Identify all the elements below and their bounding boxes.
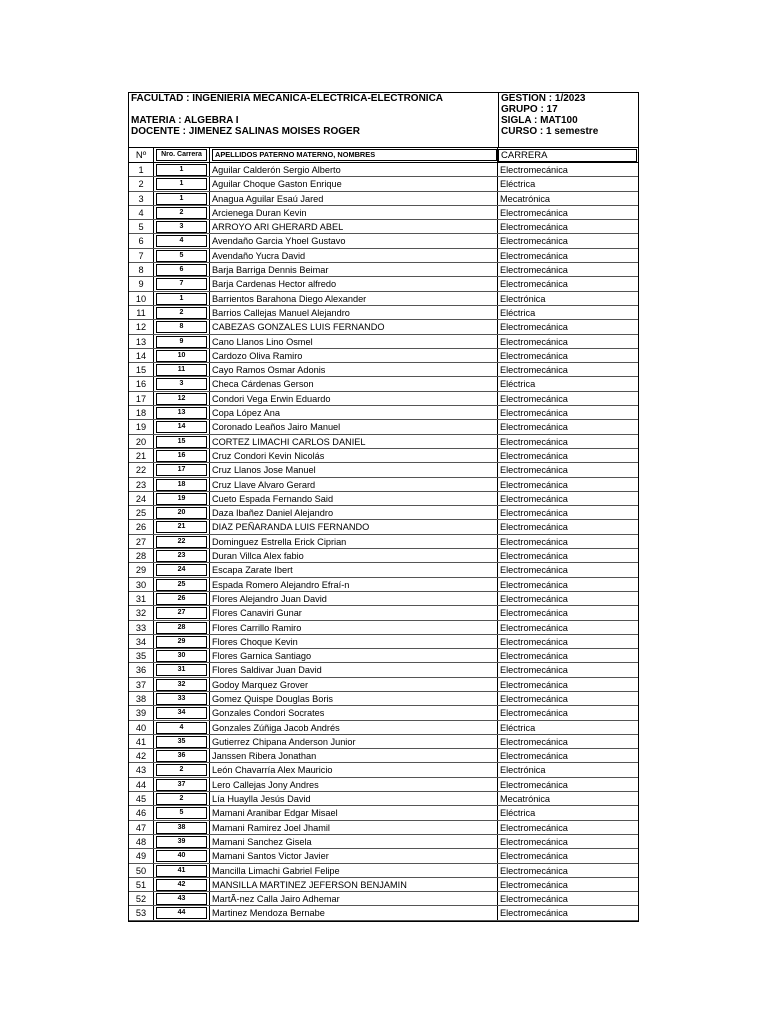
row-nro-carrera: 26: [154, 592, 210, 605]
row-number: 52: [129, 892, 154, 905]
row-carrera: Electromecánica: [500, 851, 568, 862]
row-student-name: Flores Saldivar Juan David: [210, 663, 498, 676]
row-number: 45: [129, 792, 154, 805]
row-number: 16: [129, 377, 154, 390]
row-student-name: Escapa Zarate Ibert: [210, 563, 498, 576]
row-nro-carrera: 37: [154, 778, 210, 791]
table-row: [129, 721, 638, 735]
row-student-name: DIAZ PEÑARANDA LUIS FERNANDO: [210, 520, 498, 533]
table-row: [129, 763, 638, 777]
row-nro-carrera: 25: [154, 578, 210, 591]
row-student-name: Anagua Aguilar Esaú Jared: [210, 192, 498, 205]
row-number: 23: [129, 478, 154, 491]
row-student-name: Lía Huaylla Jesús David: [210, 792, 498, 805]
row-number: 40: [129, 721, 154, 734]
row-carrera: Electromecánica: [500, 265, 568, 276]
table-row: [129, 878, 638, 892]
row-student-name: Martinez Mendoza Bernabe: [210, 906, 498, 919]
table-row: [129, 749, 638, 763]
row-carrera: Mecatrónica: [500, 794, 551, 805]
materia-label: MATERIA : ALGEBRA I: [131, 115, 239, 126]
student-roster-sheet: [128, 92, 639, 922]
row-nro-carrera: 33: [154, 692, 210, 705]
row-carrera: Electromecánica: [500, 894, 568, 905]
row-number: 10: [129, 292, 154, 305]
table-row: [129, 177, 638, 191]
curso-label: CURSO : 1 semestre: [498, 126, 638, 137]
row-number: 27: [129, 535, 154, 548]
row-carrera: Electromecánica: [500, 636, 568, 647]
row-nro-carrera: 6: [154, 263, 210, 276]
row-carrera: Electromecánica: [500, 236, 568, 247]
row-number: 48: [129, 835, 154, 848]
table-row: [129, 678, 638, 692]
faculty-label: FACULTAD : INGENIERIA MECANICA-ELECTRICA-ELECTRONICA: [131, 93, 444, 104]
row-number: 33: [129, 621, 154, 634]
gestion-label: GESTION : 1/2023: [498, 93, 638, 104]
col-header-name: APELLIDOS PATERNO MATERNO, NOMBRES: [210, 148, 498, 162]
row-number: 14: [129, 349, 154, 362]
row-nro-carrera: 12: [154, 392, 210, 405]
row-carrera: Electromecánica: [500, 693, 568, 704]
row-student-name: Flores Alejandro Juan David: [210, 592, 498, 605]
table-row: [129, 821, 638, 835]
row-student-name: Mancilla Limachi Gabriel Felipe: [210, 864, 498, 877]
row-carrera: Eléctrica: [500, 722, 536, 733]
row-student-name: Barrientos Barahona Diego Alexander: [210, 292, 498, 305]
row-carrera: Electromecánica: [500, 736, 568, 747]
row-student-name: Godoy Marquez Grover: [210, 678, 498, 691]
row-student-name: Condori Vega Erwin Eduardo: [210, 392, 498, 405]
row-carrera: Electromecánica: [500, 608, 568, 619]
row-carrera: Electromecánica: [500, 836, 568, 847]
row-nro-carrera: 23: [154, 549, 210, 562]
row-carrera: Electromecánica: [500, 908, 568, 919]
table-row: [129, 864, 638, 878]
row-student-name: CABEZAS GONZALES LUIS FERNANDO: [210, 320, 498, 333]
row-student-name: Cruz Llave Alvaro Gerard: [210, 478, 498, 491]
row-carrera: Electromecánica: [500, 708, 568, 719]
row-nro-carrera: 10: [154, 349, 210, 362]
row-number: 36: [129, 663, 154, 676]
row-student-name: Copa López Ana: [210, 406, 498, 419]
table-row: [129, 849, 638, 863]
table-row: [129, 420, 638, 434]
row-student-name: MartÃ-nez Calla Jairo Adhemar: [210, 892, 498, 905]
row-student-name: Arcienega Duran Kevin: [210, 206, 498, 219]
row-nro-carrera: 31: [154, 663, 210, 676]
row-nro-carrera: 3: [154, 377, 210, 390]
row-student-name: Mamani Santos Victor Javier: [210, 849, 498, 862]
row-carrera: Eléctrica: [500, 379, 536, 390]
table-row: [129, 506, 638, 520]
row-carrera: Electromecánica: [500, 408, 568, 419]
row-carrera: Electromecánica: [500, 651, 568, 662]
row-nro-carrera: 28: [154, 621, 210, 634]
docente-label: DOCENTE : JIMENEZ SALINAS MOISES ROGER: [131, 126, 360, 137]
row-carrera: Electrónica: [500, 765, 546, 776]
table-row: [129, 792, 638, 806]
row-nro-carrera: 14: [154, 420, 210, 433]
row-nro-carrera: 7: [154, 277, 210, 290]
table-row: [129, 535, 638, 549]
row-nro-carrera: 18: [154, 478, 210, 491]
row-student-name: Aguilar Calderón Sergio Alberto: [210, 163, 498, 176]
row-carrera: Electromecánica: [500, 207, 568, 218]
row-number: 44: [129, 778, 154, 791]
row-nro-carrera: 1: [154, 177, 210, 190]
row-carrera: Electromecánica: [500, 222, 568, 233]
row-number: 13: [129, 335, 154, 348]
table-row: [129, 306, 638, 320]
row-nro-carrera: 35: [154, 735, 210, 748]
row-number: 7: [129, 249, 154, 262]
row-number: 5: [129, 220, 154, 233]
row-nro-carrera: 11: [154, 363, 210, 376]
row-carrera: Electromecánica: [500, 565, 568, 576]
sigla-label: SIGLA : MAT100: [498, 115, 638, 126]
row-carrera: Electromecánica: [500, 536, 568, 547]
table-row: [129, 492, 638, 506]
table-row: [129, 234, 638, 248]
row-student-name: Cardozo Oliva Ramiro: [210, 349, 498, 362]
row-student-name: Lero Callejas Jony Andres: [210, 778, 498, 791]
row-carrera: Electromecánica: [500, 551, 568, 562]
table-row: [129, 592, 638, 606]
row-number: 11: [129, 306, 154, 319]
row-number: 53: [129, 906, 154, 919]
row-student-name: Cueto Espada Fernando Said: [210, 492, 498, 505]
row-carrera: Electromecánica: [500, 279, 568, 290]
table-row: [129, 806, 638, 820]
table-row: [129, 563, 638, 577]
row-number: 6: [129, 234, 154, 247]
table-row: [129, 621, 638, 635]
table-row: [129, 220, 638, 234]
row-nro-carrera: 8: [154, 320, 210, 333]
row-student-name: Barja Cardenas Hector alfredo: [210, 277, 498, 290]
row-nro-carrera: 5: [154, 249, 210, 262]
row-nro-carrera: 39: [154, 835, 210, 848]
row-student-name: Duran Villca Alex fabio: [210, 549, 498, 562]
row-number: 37: [129, 678, 154, 691]
row-nro-carrera: 20: [154, 506, 210, 519]
row-nro-carrera: 19: [154, 492, 210, 505]
roster-table: [128, 148, 639, 922]
row-number: 25: [129, 506, 154, 519]
row-number: 15: [129, 363, 154, 376]
row-student-name: Cruz Llanos Jose Manuel: [210, 463, 498, 476]
row-number: 24: [129, 492, 154, 505]
row-carrera: Electromecánica: [500, 508, 568, 519]
row-nro-carrera: 5: [154, 806, 210, 819]
row-carrera: Electromecánica: [500, 350, 568, 361]
row-number: 18: [129, 406, 154, 419]
row-carrera: Electromecánica: [500, 493, 568, 504]
table-row: [129, 277, 638, 291]
row-number: 42: [129, 749, 154, 762]
row-student-name: MANSILLA MARTINEZ JEFERSON BENJAMIN: [210, 878, 498, 891]
row-carrera: Electromecánica: [500, 250, 568, 261]
row-carrera: Electromecánica: [500, 393, 568, 404]
row-nro-carrera: 4: [154, 234, 210, 247]
row-nro-carrera: 17: [154, 463, 210, 476]
row-number: 31: [129, 592, 154, 605]
row-number: 21: [129, 449, 154, 462]
row-student-name: Avendaño Garcia Yhoel Gustavo: [210, 234, 498, 247]
table-row: [129, 435, 638, 449]
row-number: 20: [129, 435, 154, 448]
row-nro-carrera: 42: [154, 878, 210, 891]
row-nro-carrera: 36: [154, 749, 210, 762]
row-nro-carrera: 24: [154, 563, 210, 576]
row-nro-carrera: 2: [154, 306, 210, 319]
row-nro-carrera: 30: [154, 649, 210, 662]
row-number: 28: [129, 549, 154, 562]
row-carrera: Electromecánica: [500, 751, 568, 762]
row-carrera: Electromecánica: [500, 665, 568, 676]
row-nro-carrera: 1: [154, 163, 210, 176]
row-carrera: Electromecánica: [500, 436, 568, 447]
row-student-name: Gomez Quispe Douglas Boris: [210, 692, 498, 705]
row-number: 3: [129, 192, 154, 205]
row-carrera: Electromecánica: [500, 165, 568, 175]
header-row-3: [129, 115, 638, 126]
row-nro-carrera: 41: [154, 864, 210, 877]
header-spacer: [129, 104, 498, 115]
table-row: [129, 392, 638, 406]
row-number: 2: [129, 177, 154, 190]
row-number: 46: [129, 806, 154, 819]
table-row: [129, 706, 638, 720]
table-row: [129, 835, 638, 849]
table-row: [129, 606, 638, 620]
table-row: [129, 549, 638, 563]
table-row: [129, 635, 638, 649]
row-number: 4: [129, 206, 154, 219]
row-number: 35: [129, 649, 154, 662]
row-student-name: Daza Ibañez Daniel Alejandro: [210, 506, 498, 519]
row-number: 30: [129, 578, 154, 591]
row-number: 29: [129, 563, 154, 576]
row-nro-carrera: 38: [154, 821, 210, 834]
table-row: [129, 478, 638, 492]
row-student-name: Mamani Ramirez Joel Jhamil: [210, 821, 498, 834]
row-nro-carrera: 4: [154, 721, 210, 734]
row-student-name: Cruz Condori Kevin Nicolás: [210, 449, 498, 462]
table-row: [129, 406, 638, 420]
table-row: [129, 778, 638, 792]
row-carrera: Electromecánica: [500, 579, 568, 590]
table-row: [129, 292, 638, 306]
row-carrera: Electromecánica: [500, 593, 568, 604]
row-nro-carrera: 15: [154, 435, 210, 448]
header-row-1: [129, 92, 638, 104]
row-nro-carrera: 16: [154, 449, 210, 462]
row-nro-carrera: 21: [154, 520, 210, 533]
table-row: [129, 735, 638, 749]
row-nro-carrera: 2: [154, 792, 210, 805]
row-carrera: Electromecánica: [500, 336, 568, 347]
table-row: [129, 249, 638, 263]
row-nro-carrera: 29: [154, 635, 210, 648]
row-student-name: Coronado Leaños Jairo Manuel: [210, 420, 498, 433]
row-carrera: Eléctrica: [500, 179, 536, 190]
row-nro-carrera: 34: [154, 706, 210, 719]
row-carrera: Electromecánica: [500, 779, 568, 790]
row-number: 39: [129, 706, 154, 719]
roster-header: [128, 92, 639, 148]
table-row: [129, 206, 638, 220]
table-row: [129, 892, 638, 906]
row-number: 12: [129, 320, 154, 333]
row-student-name: Mamani Aranibar Edgar Misael: [210, 806, 498, 819]
row-number: 9: [129, 277, 154, 290]
table-row: [129, 263, 638, 277]
row-number: 8: [129, 263, 154, 276]
row-student-name: Mamani Sanchez Gisela: [210, 835, 498, 848]
row-carrera: Electromecánica: [500, 679, 568, 690]
table-row: [129, 649, 638, 663]
row-nro-carrera: 2: [154, 206, 210, 219]
row-student-name: Aguilar Choque Gaston Enrique: [210, 177, 498, 190]
row-carrera: Electromecánica: [500, 465, 568, 476]
row-number: 17: [129, 392, 154, 405]
row-student-name: Flores Choque Kevin: [210, 635, 498, 648]
row-carrera: Electromecánica: [500, 450, 568, 461]
row-number: 1: [129, 163, 154, 176]
table-row: [129, 906, 638, 920]
table-row: [129, 363, 638, 377]
row-number: 41: [129, 735, 154, 748]
table-row: [129, 349, 638, 363]
row-nro-carrera: 44: [154, 906, 210, 919]
row-student-name: Barja Barriga Dennis Beimar: [210, 263, 498, 276]
table-row: [129, 335, 638, 349]
row-carrera: Electromecánica: [500, 822, 568, 833]
row-student-name: Cayo Ramos Osmar Adonis: [210, 363, 498, 376]
row-nro-carrera: 27: [154, 606, 210, 619]
row-student-name: ARROYO ARI GHERARD ABEL: [210, 220, 498, 233]
row-number: 50: [129, 864, 154, 877]
table-header-row: [129, 148, 638, 163]
row-student-name: Flores Carrillo Ramiro: [210, 621, 498, 634]
row-student-name: Cano Llanos Lino Osmel: [210, 335, 498, 348]
row-number: 47: [129, 821, 154, 834]
table-row: [129, 377, 638, 391]
table-row: [129, 163, 638, 177]
row-carrera: Electrónica: [500, 293, 546, 304]
row-number: 19: [129, 420, 154, 433]
table-row: [129, 520, 638, 534]
col-header-number: Nº: [129, 148, 154, 162]
row-number: 38: [129, 692, 154, 705]
row-number: 34: [129, 635, 154, 648]
table-row: [129, 663, 638, 677]
row-carrera: Eléctrica: [500, 808, 536, 819]
row-carrera: Electromecánica: [500, 365, 568, 376]
row-student-name: CORTEZ LIMACHI CARLOS DANIEL: [210, 435, 498, 448]
row-number: 51: [129, 878, 154, 891]
row-nro-carrera: 9: [154, 335, 210, 348]
header-gap: [129, 137, 638, 148]
row-student-name: Barrios Callejas Manuel Alejandro: [210, 306, 498, 319]
row-carrera: Electromecánica: [500, 622, 568, 633]
row-student-name: Dominguez Estrella Erick Ciprian: [210, 535, 498, 548]
row-student-name: León Chavarría Alex Mauricio: [210, 763, 498, 776]
row-nro-carrera: 2: [154, 763, 210, 776]
row-student-name: Gutierrez Chipana Anderson Junior: [210, 735, 498, 748]
row-carrera: Electromecánica: [500, 422, 568, 433]
row-number: 49: [129, 849, 154, 862]
row-number: 22: [129, 463, 154, 476]
row-carrera: Eléctrica: [500, 307, 536, 318]
row-student-name: Checa Cárdenas Gerson: [210, 377, 498, 390]
row-carrera: Electromecánica: [500, 865, 568, 876]
row-student-name: Gonzales Zúñiga Jacob Andrés: [210, 721, 498, 734]
row-carrera: Electromecánica: [500, 879, 568, 890]
row-nro-carrera: 43: [154, 892, 210, 905]
row-student-name: Janssen Ribera Jonathan: [210, 749, 498, 762]
row-student-name: Avendaño Yucra David: [210, 249, 498, 262]
header-row-2: [129, 104, 638, 115]
row-number: 26: [129, 520, 154, 533]
table-body: [129, 163, 638, 921]
row-carrera: Mecatrónica: [500, 193, 551, 204]
row-student-name: Flores Garnica Santiago: [210, 649, 498, 662]
row-nro-carrera: 1: [154, 292, 210, 305]
row-student-name: Espada Romero Alejandro Efraí-n: [210, 578, 498, 591]
grupo-label: GRUPO : 17: [498, 104, 638, 115]
col-header-nro-carrera: Nro. Carrera: [154, 148, 210, 162]
row-nro-carrera: 22: [154, 535, 210, 548]
row-number: 43: [129, 763, 154, 776]
row-nro-carrera: 3: [154, 220, 210, 233]
row-carrera: Electromecánica: [500, 522, 568, 533]
row-number: 32: [129, 606, 154, 619]
table-row: [129, 463, 638, 477]
row-nro-carrera: 13: [154, 406, 210, 419]
header-row-4: [129, 126, 638, 137]
table-row: [129, 692, 638, 706]
row-student-name: Flores Canaviri Gunar: [210, 606, 498, 619]
row-nro-carrera: 40: [154, 849, 210, 862]
table-row: [129, 192, 638, 206]
row-nro-carrera: 32: [154, 678, 210, 691]
table-row: [129, 449, 638, 463]
row-carrera: Electromecánica: [500, 322, 568, 333]
table-row: [129, 578, 638, 592]
col-header-carrera: CARRERA: [498, 148, 638, 162]
row-nro-carrera: 1: [154, 192, 210, 205]
table-row: [129, 320, 638, 334]
row-student-name: Gonzales Condori Socrates: [210, 706, 498, 719]
row-carrera: Electromecánica: [500, 479, 568, 490]
